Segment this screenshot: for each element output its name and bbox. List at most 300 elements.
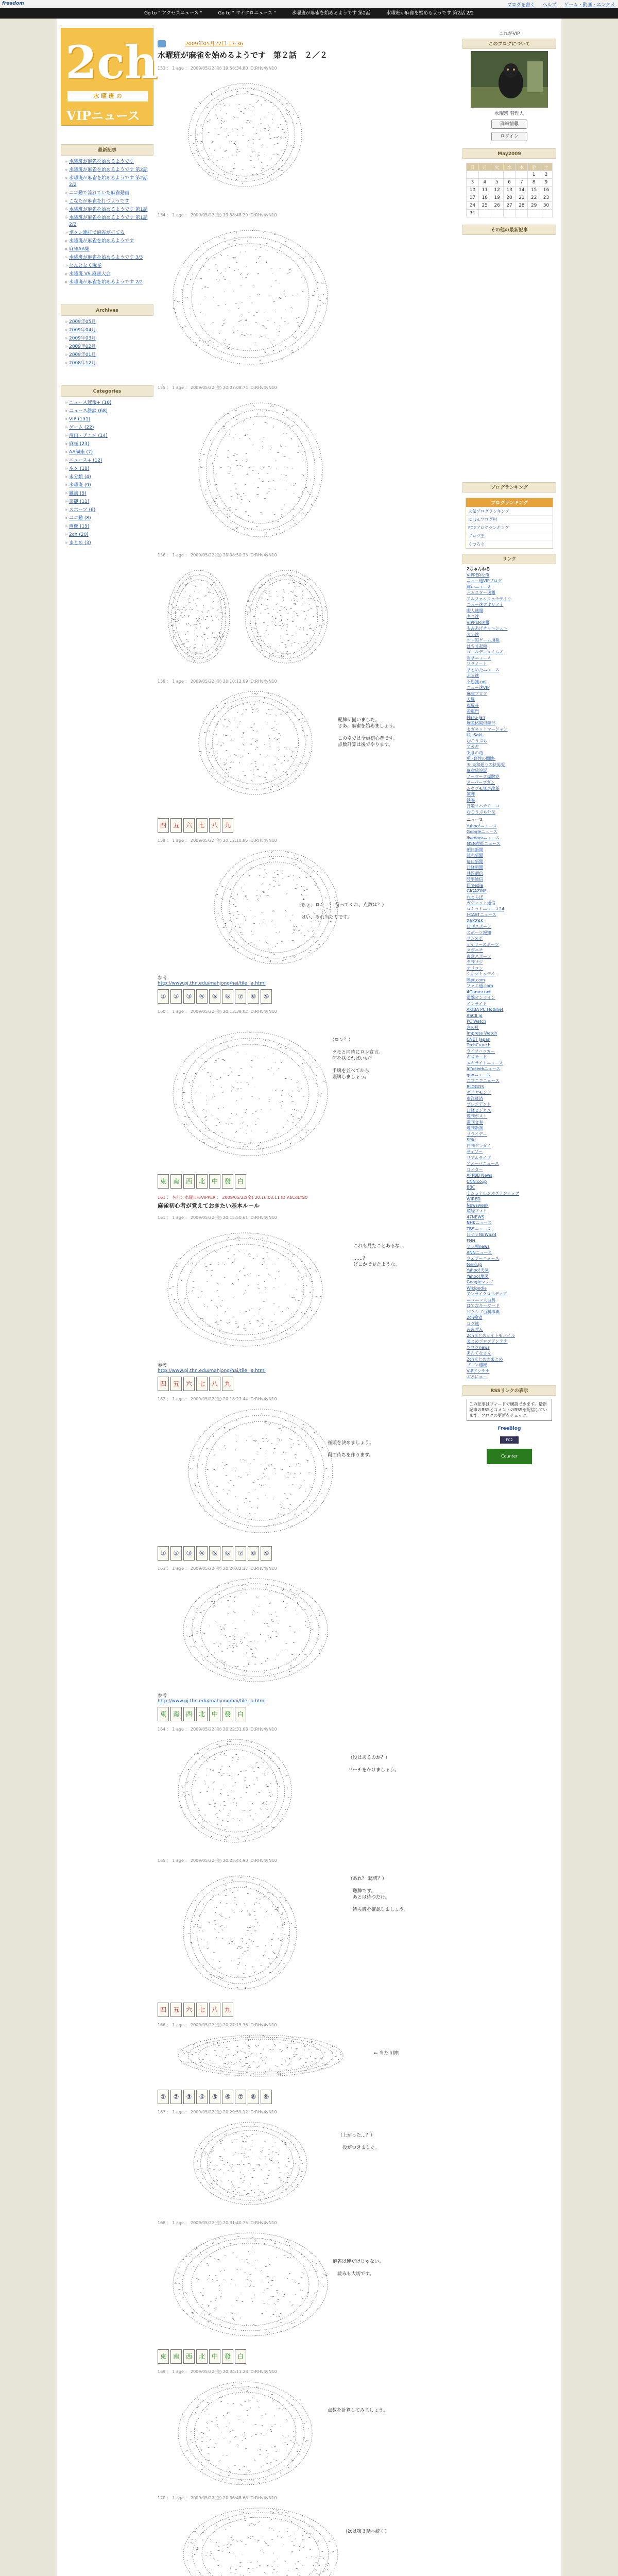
external-link[interactable]: Infoseekニュース xyxy=(467,1066,501,1071)
ticker-item[interactable]: Go to " アクセスニュース " xyxy=(144,11,202,16)
calendar-day[interactable]: 22 xyxy=(528,194,540,202)
external-link[interactable]: オレ的ゲーム速報 xyxy=(467,638,500,642)
response-header: 167 ： 1 age ： 2009/05/22(金) 20:29:59.12 ID:RHv4yN10 xyxy=(158,2110,277,2114)
recent-post-link[interactable]: » 水曜班が麻雀を始めるようです 3/3 xyxy=(65,255,153,261)
links-section-heading: ニュース xyxy=(467,818,483,822)
top-link-entertainment[interactable]: ゲーム・動画・エンタメ xyxy=(564,3,615,8)
external-link[interactable]: ITmedia xyxy=(467,883,484,888)
external-link[interactable]: 2ch検索 xyxy=(467,1315,483,1320)
external-link[interactable]: スポニチ xyxy=(467,948,483,953)
mahjong-tile: 五 xyxy=(170,2003,182,2017)
external-link[interactable]: オリコン xyxy=(467,965,483,971)
external-link[interactable]: サンスポ xyxy=(467,936,483,941)
top-link-help[interactable]: ヘルプ xyxy=(542,3,557,8)
ascii-art-caption: 麻雀は運だけじゃない。 読みも大切です。 xyxy=(333,2259,384,2277)
external-link[interactable]: アンサイクロペディア xyxy=(467,1292,507,1296)
ascii-art-block xyxy=(158,2377,446,2490)
calendar-day[interactable] xyxy=(478,210,491,217)
category-link[interactable]: » AA講座 (7) xyxy=(65,449,153,456)
external-link[interactable]: VIPアンテナ xyxy=(467,1368,490,1374)
reference-label: 参考 xyxy=(158,976,167,981)
ranking-link[interactable]: くつろぐ xyxy=(466,540,553,548)
calendar-day[interactable]: 29 xyxy=(528,202,540,210)
logo-vip-text: VIPニュース xyxy=(66,108,140,123)
mahjong-tile: 中 xyxy=(209,1174,220,1189)
external-link[interactable]: gooニュース xyxy=(467,1072,491,1077)
external-link[interactable]: BLOGOS xyxy=(467,1084,484,1089)
external-link[interactable]: スポーツ報知 xyxy=(467,930,491,935)
calendar-day[interactable] xyxy=(503,210,516,217)
external-link[interactable]: FNN xyxy=(467,1238,475,1243)
external-link[interactable]: PC Watch xyxy=(467,1019,486,1024)
external-link[interactable]: VIPPERな俺 xyxy=(467,572,490,578)
login-button[interactable]: ログイン xyxy=(491,132,527,141)
recent-post-link[interactable]: » こなたが麻雀を打つようです xyxy=(65,198,153,205)
calendar-day[interactable] xyxy=(540,210,553,217)
external-link[interactable]: 哲学ニュース xyxy=(467,655,491,660)
external-link[interactable]: ムダヅモ無き改革 xyxy=(467,786,500,791)
response-header: 166 ： 1 age ： 2009/05/22(金) 20:27:15.36 ID:RHv4yN10 xyxy=(158,2023,277,2027)
category-link[interactable]: » 麻雀 (23) xyxy=(65,441,153,448)
external-link[interactable]: 朝日新聞 xyxy=(467,847,483,852)
external-link[interactable]: 東風荘 xyxy=(467,703,479,708)
category-link[interactable]: » 2ch (20) xyxy=(65,532,153,538)
external-link[interactable]: AKIBA PC Hotline! xyxy=(467,1007,504,1012)
external-link[interactable]: アメーバニュース xyxy=(467,1161,499,1166)
external-link[interactable]: ノーマーク爆牌党 xyxy=(467,774,500,779)
profile-detail-button[interactable]: 詳細情報 xyxy=(491,120,527,129)
archive-link[interactable]: » 2009年04月 xyxy=(65,327,153,334)
mahjong-tile: 四 xyxy=(158,2003,169,2017)
recent-post-link[interactable]: » 水曜班 VS 麻雀大会 xyxy=(65,271,153,278)
rss-header: RSSリンクの表示 xyxy=(462,1385,556,1396)
external-link[interactable]: まとめたニュース xyxy=(467,667,500,672)
mahjong-tile: 六 xyxy=(183,2003,195,2017)
calendar-day[interactable] xyxy=(491,171,503,179)
calendar-day[interactable]: 20 xyxy=(503,194,516,202)
external-link[interactable]: GIGAZINE xyxy=(467,889,487,893)
recent-post-link[interactable]: » 水曜班が麻雀を始めるようです xyxy=(65,159,153,165)
external-link[interactable]: ライフハッカー xyxy=(467,1048,495,1054)
external-link[interactable]: ZAKZAK xyxy=(467,918,484,923)
logo-subtitle: 水 曜 班 の xyxy=(67,91,148,101)
calendar-day[interactable]: 6 xyxy=(503,179,516,187)
calendar-day[interactable]: 31 xyxy=(467,210,479,217)
reference-link[interactable]: http://www.pj.thn.edu/mahjong/hai/tile_ja.html xyxy=(158,1699,266,1704)
external-link[interactable]: livedoorニュース xyxy=(467,835,500,840)
calendar-day[interactable]: 21 xyxy=(516,194,528,202)
recent-post-link[interactable]: » 水曜班が麻雀を始めるようです 2/2 xyxy=(65,279,153,286)
external-link[interactable]: リアルライブ xyxy=(467,1155,491,1160)
recent-post-link[interactable]: » 水曜班が麻雀を始めるようです 第2話 xyxy=(65,167,153,174)
category-link[interactable]: » ネタ (18) xyxy=(65,466,153,472)
external-link[interactable]: 東洋経済 xyxy=(467,1096,483,1101)
external-link[interactable]: 2chまとめサイトモバイル xyxy=(467,1333,515,1338)
external-link[interactable]: 日テレNEWS24 xyxy=(467,1232,497,1237)
recent-post-link[interactable]: » 水曜班が麻雀を始めるようです xyxy=(65,238,153,245)
archive-link[interactable]: » 2009年03月 xyxy=(65,335,153,342)
external-link[interactable]: ニコニコ大百科 xyxy=(467,1297,495,1302)
external-link[interactable]: ねとらぼ xyxy=(467,894,483,900)
mahjong-tile: ⑤ xyxy=(209,2090,220,2104)
reference-block xyxy=(158,1362,456,1374)
calendar-day[interactable]: 30 xyxy=(540,202,553,210)
external-link[interactable]: NHKニュース xyxy=(467,1221,492,1225)
mahjong-tile: 五 xyxy=(170,1377,182,1391)
recent-post-link[interactable]: » ニコ動で流れていた麻雀動画 xyxy=(65,190,153,197)
external-link[interactable]: フライデー xyxy=(467,1131,487,1137)
ticker-item[interactable]: 水曜班が麻雀を始めるようです 第2話 xyxy=(291,11,371,16)
ascii-art-block xyxy=(158,845,446,974)
calendar-day[interactable] xyxy=(516,171,528,179)
external-link[interactable]: 毎日新聞 xyxy=(467,859,483,864)
external-link[interactable]: TBSニュース xyxy=(467,1226,491,1231)
freedom-logo[interactable]: freedom xyxy=(2,1,24,6)
response-subheading: 麻雀初心者が覚えておきたい基本ルール xyxy=(158,1202,260,1209)
external-link[interactable]: ナショナルジオグラフィック xyxy=(467,1191,520,1196)
profile-name: 水曜班 xyxy=(494,111,509,116)
ascii-art-caption: ← 当たり牌！ xyxy=(374,2051,403,2056)
ascii-art-figure xyxy=(158,2117,446,2215)
archive-link[interactable]: » 2009年01月 xyxy=(65,352,153,359)
external-link[interactable]: VIPPER速報 xyxy=(467,620,490,625)
response-header: 158 ： 1 age ： 2009/05/22(金) 20:10:12.09 ID:RHv4yN10 xyxy=(158,679,277,684)
external-link[interactable]: スーパーヅガン xyxy=(467,780,495,785)
mahjong-tile: 七 xyxy=(196,1377,208,1391)
calendar-day[interactable]: 7 xyxy=(516,179,528,187)
external-link[interactable]: 麻雀放浪記 xyxy=(467,768,487,773)
external-link[interactable]: 打姫オバカミーコ xyxy=(467,804,500,808)
mahjong-tile-row xyxy=(158,2349,456,2364)
external-link[interactable]: ぶる速 xyxy=(467,673,479,678)
calendar-day[interactable] xyxy=(528,210,540,217)
external-link[interactable]: インサイド xyxy=(467,1001,487,1006)
external-link[interactable]: Newsweek xyxy=(467,1202,489,1208)
ascii-art-block xyxy=(158,1404,446,1543)
calendar-day[interactable]: 1 xyxy=(528,171,540,179)
mahjong-tile: 東 xyxy=(158,2349,169,2364)
external-link[interactable]: 雀龍門 xyxy=(467,709,479,714)
external-link[interactable]: あんてなさん xyxy=(467,1351,491,1355)
ranking-box xyxy=(466,498,553,549)
post-date-link[interactable]: 2009年05月22日 17:36 xyxy=(185,41,244,47)
ranking-link[interactable]: にほんブログ村 xyxy=(466,515,553,523)
category-link[interactable]: » 芸能 (11) xyxy=(65,499,153,505)
mahjong-tile: ⑨ xyxy=(261,2090,272,2104)
calendar-day[interactable]: 26 xyxy=(491,202,503,210)
ascii-art-caption: 配牌が揃いました。 さあ、麻雀を始めましょう。 この卓では全員初心者です。 点数計算は後でやります。 xyxy=(338,718,398,748)
archive-link[interactable]: » 2009年02月 xyxy=(65,344,153,350)
ticker-item[interactable]: Go to " マイクロニュース " xyxy=(218,11,276,16)
external-link[interactable]: サイゾー xyxy=(467,1149,483,1154)
external-link[interactable]: むこうぶち外伝 xyxy=(467,809,495,815)
external-link[interactable]: テレ朝news xyxy=(467,1244,490,1249)
external-link[interactable]: 47NEWS xyxy=(467,1214,485,1219)
external-link[interactable]: ニュー速クオリティ xyxy=(467,602,504,607)
mahjong-tile-row xyxy=(158,2003,456,2017)
ascii-art-caption: 点数を計算してみましょう。 xyxy=(328,2408,388,2413)
external-link[interactable]: 咲 -Saki- xyxy=(467,733,484,737)
external-link[interactable]: アカギ xyxy=(467,744,479,749)
calendar-day[interactable]: 24 xyxy=(467,202,479,210)
calendar-day[interactable]: 14 xyxy=(516,187,528,194)
external-link[interactable]: 鉄鳴 xyxy=(467,798,475,803)
external-link[interactable]: 日刊ゲンダイ xyxy=(467,1143,491,1148)
external-link[interactable]: まとめブログアンテナ xyxy=(467,1339,508,1344)
external-link[interactable]: ニュー速VIPブログ xyxy=(467,579,502,583)
external-link[interactable]: 麻雀ブログ xyxy=(467,691,487,696)
external-link[interactable]: セガネットマージャン xyxy=(467,726,508,732)
calendar-day[interactable]: 28 xyxy=(516,202,528,210)
recent-post-link[interactable]: » ボタン連打で麻雀が打てる xyxy=(65,230,153,236)
external-link[interactable]: MSN産経ニュース xyxy=(467,841,501,846)
calendar-day[interactable]: 4 xyxy=(478,179,491,187)
external-link[interactable]: AFPBB News xyxy=(467,1173,493,1178)
external-link[interactable]: ニュー速VIP xyxy=(467,685,490,690)
category-link[interactable]: » スポーツ (6) xyxy=(65,507,153,514)
recent-post-link[interactable]: » 水曜班が麻雀を始めるようです 第1話 2/2 xyxy=(65,215,153,228)
external-link[interactable]: ニコニコニュース xyxy=(467,1078,500,1083)
calendar-header: May2009 xyxy=(462,148,556,159)
category-link[interactable]: » VIP (151) xyxy=(65,416,153,423)
external-link[interactable]: 読売新聞 xyxy=(467,853,483,858)
external-link[interactable]: デイリースポーツ xyxy=(467,942,499,947)
profile-role: 管理人 xyxy=(510,111,524,116)
calendar-day[interactable]: 18 xyxy=(478,194,491,202)
external-link[interactable]: 日経ビジネス xyxy=(467,1108,491,1113)
external-link[interactable]: 哭きの竜 xyxy=(467,750,483,755)
external-link[interactable]: ギズモード xyxy=(467,1055,487,1059)
external-link[interactable]: 週刊ポスト xyxy=(467,1114,487,1118)
external-link[interactable]: 兎 -野性の闘牌- xyxy=(467,756,496,761)
calendar-day[interactable]: 5 xyxy=(491,179,503,187)
calendar-day[interactable]: 16 xyxy=(540,187,553,194)
calendar-day[interactable]: 23 xyxy=(540,194,553,202)
external-link[interactable]: むこうぶち xyxy=(467,738,487,743)
external-link[interactable]: 東京スポーツ xyxy=(467,954,491,959)
external-link[interactable]: 窓の杜 xyxy=(467,1025,479,1030)
external-link[interactable]: 夕刊フジ xyxy=(467,960,483,964)
external-link[interactable]: Googleニュース xyxy=(467,829,497,834)
external-link[interactable]: ブーン速報 xyxy=(467,1363,487,1367)
calendar xyxy=(466,163,553,217)
mahjong-tile: ⑥ xyxy=(222,2090,233,2104)
calendar-day[interactable]: 3 xyxy=(467,179,479,187)
category-link[interactable]: » ニコ動 (8) xyxy=(65,515,153,522)
category-link[interactable]: » まとめ (3) xyxy=(65,540,153,547)
external-link[interactable]: ファミ通.com xyxy=(467,984,493,988)
external-link[interactable]: 天鳳 xyxy=(467,697,475,702)
ascii-art-figure xyxy=(158,2377,446,2490)
external-link[interactable]: ハムスター速報 xyxy=(467,590,495,595)
top-links xyxy=(501,1,615,8)
external-link[interactable]: 週刊新潮 xyxy=(467,1126,483,1130)
mahjong-tile-row xyxy=(158,1174,456,1189)
reference-link[interactable]: http://www.pj.thn.edu/mahjong/hai/tile_ja.html xyxy=(158,981,266,986)
calendar-day[interactable] xyxy=(503,171,516,179)
response-header: 163 ： 1 age ： 2009/05/22(金) 20:20:02.17 ID:RHv4yN10 xyxy=(158,1566,277,1571)
calendar-day[interactable]: 11 xyxy=(478,187,491,194)
external-link[interactable]: Wikipedia xyxy=(467,1285,487,1291)
calendar-day[interactable]: 25 xyxy=(478,202,491,210)
external-link[interactable]: 麻雀格闘倶楽部 xyxy=(467,721,495,725)
links-list xyxy=(462,566,556,1380)
response-header: 165 ： 1 age ： 2009/05/22(金) 20:25:44.90 ID:RHv4yN10 xyxy=(158,1858,277,1863)
category-link[interactable]: » ニュース雑談 (68) xyxy=(65,408,153,415)
external-link[interactable]: ガジェット通信 xyxy=(467,901,495,905)
external-link[interactable]: 映画.com xyxy=(467,977,485,982)
external-link[interactable]: ワロタnews xyxy=(467,1345,490,1350)
recent-post-link[interactable]: » 水曜班が麻雀を始めるようです 第1話 xyxy=(65,207,153,213)
calendar-day[interactable]: 15 xyxy=(528,187,540,194)
category-link[interactable]: » 未分類 (4) xyxy=(65,474,153,481)
category-link[interactable]: » ゲーム (22) xyxy=(65,425,153,431)
recent-post-link[interactable]: » 麻雀AA集 xyxy=(65,246,153,253)
external-link[interactable]: ゴールデンタイムズ xyxy=(467,650,504,654)
external-link[interactable]: ロケットニュース24 xyxy=(467,906,505,911)
external-link[interactable]: もみあげチャ～シュ～ xyxy=(467,626,508,631)
ascii-art-caption: （次は第３話へ続く） xyxy=(343,2529,390,2534)
external-link[interactable]: Yahoo!地図 xyxy=(467,1274,489,1279)
response-header: 160 ： 1 age ： 2009/05/22(金) 20:13:39.02 ID:RHv4yN10 xyxy=(158,1009,277,1014)
mahjong-tile: 北 xyxy=(196,1174,208,1189)
category-link[interactable]: » 雑談 (5) xyxy=(65,490,153,497)
external-link[interactable]: Maru-Jan xyxy=(467,715,485,720)
category-link[interactable]: » 画像 (15) xyxy=(65,523,153,530)
mahjong-tile: ④ xyxy=(196,2090,208,2104)
external-link[interactable]: 時事通信 xyxy=(467,877,483,882)
external-link[interactable]: 不思議.net xyxy=(467,679,487,684)
external-link[interactable]: ぶろにゅー xyxy=(467,1375,487,1379)
mahjong-tile-row xyxy=(158,2090,456,2104)
calendar-day[interactable] xyxy=(467,171,479,179)
calendar-day[interactable]: 12 xyxy=(491,187,503,194)
external-link[interactable]: みみずん xyxy=(467,1327,483,1332)
ascii-art-block xyxy=(158,2503,446,2576)
external-link[interactable]: ANNニュース xyxy=(467,1250,492,1255)
recent-post-link[interactable]: » なんとなく麻雀 xyxy=(65,263,153,269)
category-link[interactable]: » 漫画・アニメ (14) xyxy=(65,433,153,439)
ranking-link[interactable]: ブログ王 xyxy=(466,532,553,540)
mahjong-tile: ② xyxy=(170,989,182,1004)
external-link[interactable]: はてなキーワード xyxy=(467,1303,500,1308)
ascii-art-block xyxy=(158,560,446,673)
category-link[interactable]: » ニュース速報+ (10) xyxy=(65,400,153,406)
external-link[interactable]: Yahoo!天気 xyxy=(467,1268,489,1273)
external-link[interactable]: BBC xyxy=(467,1185,475,1190)
recent-post-link[interactable]: » 水曜班が麻雀を始めるようです 第2話 2/2 xyxy=(65,175,153,189)
mahjong-tile: 西 xyxy=(183,1174,195,1189)
external-link[interactable]: WIRED xyxy=(467,1197,481,1201)
ranking-link[interactable]: FC2ブログランキング xyxy=(466,523,553,532)
categories-header: Categories xyxy=(61,385,153,397)
category-link[interactable]: » ニュース+ (12) xyxy=(65,457,153,464)
mahjong-tile-row xyxy=(158,1377,456,1391)
archive-link[interactable]: » 2009年05月 xyxy=(65,319,153,326)
ascii-art-figure xyxy=(158,1573,446,1692)
external-link[interactable]: Impress Watch xyxy=(467,1031,497,1036)
external-link[interactable]: 暇人速報 xyxy=(467,608,483,613)
mahjong-tile: 八 xyxy=(209,2003,220,2017)
calendar-day[interactable]: 19 xyxy=(491,194,503,202)
external-link[interactable]: Googleマップ xyxy=(467,1280,493,1284)
response-header: 164 ： 1 age ： 2009/05/22(金) 20:22:31.08 ID:RHv4yN10 xyxy=(158,1727,277,1732)
category-link[interactable]: » 水曜班 (9) xyxy=(65,482,153,489)
ascii-art-figure xyxy=(158,2030,446,2087)
counter-badge[interactable]: Counter xyxy=(487,1449,532,1464)
external-link[interactable]: 電撃オンライン xyxy=(467,995,495,1000)
external-link[interactable]: 日経新聞 xyxy=(467,865,483,870)
external-link[interactable]: ロイター xyxy=(467,1167,483,1172)
top-link-write[interactable]: ブログを書く xyxy=(507,3,535,8)
mahjong-tile: ① xyxy=(158,989,169,1004)
external-link[interactable]: ワラノート xyxy=(467,662,487,666)
mahjong-tile: 白 xyxy=(235,1174,246,1189)
freeblog-logo[interactable]: FreeBlog xyxy=(497,1426,521,1431)
ticker-item[interactable]: 水曜班が麻雀を始めるようです 第2話 2/2 xyxy=(386,11,474,16)
external-link[interactable]: 産経フォト xyxy=(467,1209,487,1213)
site-logo[interactable] xyxy=(61,28,158,126)
calendar-day[interactable]: 9 xyxy=(540,179,553,187)
external-link[interactable]: CNET Japan xyxy=(467,1037,491,1042)
calendar-day[interactable]: 10 xyxy=(467,187,479,194)
external-link[interactable]: 日刊スポーツ xyxy=(467,924,491,929)
calendar-day[interactable]: 2 xyxy=(540,171,553,179)
external-link[interactable]: はちま起稿 xyxy=(467,643,487,649)
fc2-badge[interactable]: FC2 xyxy=(500,1436,519,1444)
external-link[interactable]: ログ速 xyxy=(467,1321,479,1326)
external-link[interactable]: tenki.jp xyxy=(467,1262,482,1267)
post-title: 水曜班が麻雀を始めるようです 第２話 ２／２ xyxy=(158,50,328,60)
external-link[interactable]: TechCrunch xyxy=(467,1043,491,1047)
archive-link[interactable]: » 2008年12月 xyxy=(65,360,153,367)
external-link[interactable]: ピクシブ百科事典 xyxy=(467,1309,500,1314)
external-link[interactable]: キニ速 xyxy=(467,614,479,619)
reference-link[interactable]: http://www.pj.thn.edu/mahjong/hai/tile_ja.html xyxy=(158,1368,266,1374)
external-link[interactable]: CNN.co.jp xyxy=(467,1179,487,1184)
external-link[interactable]: ASCII.jp xyxy=(467,1013,483,1018)
external-link[interactable]: Yahoo!ニュース xyxy=(467,823,497,828)
external-link[interactable]: シネマトゥデイ xyxy=(467,972,495,976)
calendar-day[interactable] xyxy=(491,210,503,217)
external-link[interactable]: エキサイトニュース xyxy=(467,1060,503,1065)
calendar-day[interactable]: 13 xyxy=(503,187,516,194)
external-link[interactable]: ウェザーニュース xyxy=(467,1256,500,1261)
ranking-link[interactable]: 人気ブログランキング xyxy=(466,507,553,515)
external-link[interactable]: ダイヤモンド xyxy=(467,1090,491,1095)
calendar-day[interactable]: 27 xyxy=(503,202,516,210)
links-header: リンク xyxy=(462,554,556,564)
external-link[interactable]: 4Gamer.net xyxy=(467,989,491,994)
external-link[interactable]: カナ速 xyxy=(467,632,479,637)
external-link[interactable]: プレジデント xyxy=(467,1102,491,1107)
external-link[interactable]: 共同通信 xyxy=(467,871,483,876)
page-wrapper xyxy=(57,19,561,2576)
external-link[interactable]: 天 天和通りの快男児 xyxy=(467,762,505,767)
external-link[interactable]: 週刊文春 xyxy=(467,1120,483,1125)
calendar-day[interactable] xyxy=(478,171,491,179)
calendar-day[interactable]: 8 xyxy=(528,179,540,187)
external-link[interactable]: SPA! xyxy=(467,1138,476,1142)
ranking-header: ブログランキング xyxy=(462,482,556,493)
external-link[interactable]: 痛いニュース xyxy=(467,584,491,589)
calendar-day[interactable] xyxy=(516,210,528,217)
external-link[interactable]: 凍牌 xyxy=(467,792,475,796)
external-link[interactable]: アルファルファモザイク xyxy=(467,596,511,601)
external-link[interactable]: 2chまとめのまとめ xyxy=(467,1357,503,1362)
external-link[interactable]: J-CASTニュース xyxy=(467,912,496,917)
calendar-day[interactable]: 17 xyxy=(467,194,479,202)
